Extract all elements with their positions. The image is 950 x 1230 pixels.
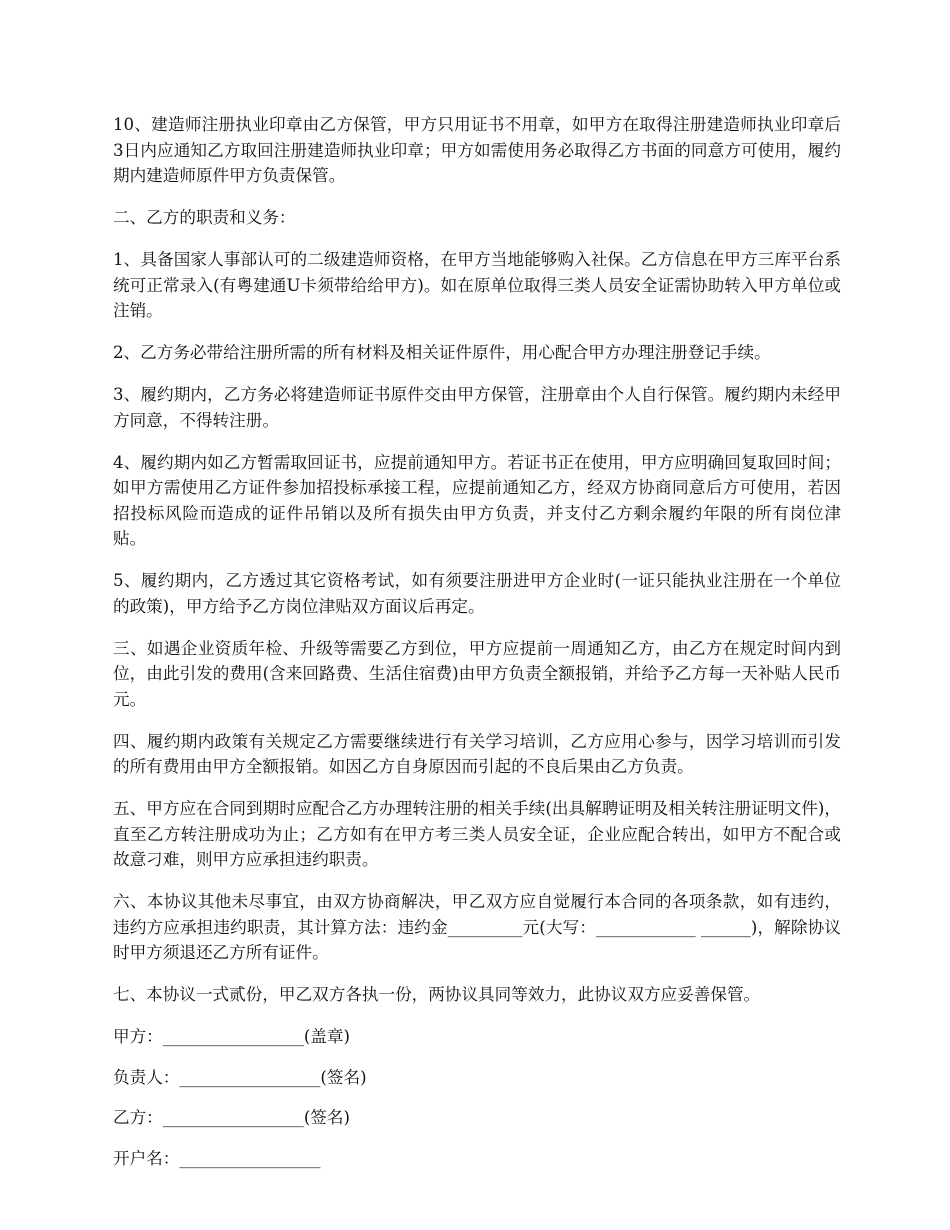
- signature-account-name: [113, 1146, 841, 1172]
- signature-label: 甲方：: [113, 1027, 163, 1046]
- signature-note: (签名): [303, 1108, 350, 1127]
- clause-10: 10、建造师注册执业印章由乙方保管，甲方只用证书不用章，如甲方在取得注册建造师执业印章后3日内应通知乙方取回注册建造师执业印章；甲方如需使用务必取得乙方书面的同意方可使用，履约期内建造师原件甲方负责保管。: [113, 115, 841, 185]
- signature-label: 乙方：: [113, 1108, 163, 1127]
- section-four: 四、履约期内政策有关规定乙方需要继续进行有关学习培训，乙方应用心参与，因学习培训而引发的所有费用由甲方全额报销。如因乙方自身原因而引起的不良后果由乙方负责。: [113, 731, 841, 776]
- document-body: [113, 112, 841, 1186]
- clause-b-4: 4、履约期内如乙方暂需取回证书，应提前通知甲方。若证书正在使用，甲方应明确回复取回时间；如甲方需使用乙方证件参加招投标承接工程，应提前通知乙方，经双方协商同意后方可使用，若因招投标风险而造成的证件吊销以及所有损失由甲方负责，并支付乙方剩余履约年限的所有岗位津贴。: [113, 452, 841, 548]
- signature-blank[interactable]: _________________: [179, 1148, 321, 1168]
- signature-responsible-person: [113, 1065, 841, 1091]
- clause-b-3: 3、履约期内，乙方务必将建造师证书原件交由甲方保管，注册章由个人自行保管。履约期内未经甲方同意，不得转注册。: [113, 385, 841, 430]
- signature-label: 负责人：: [113, 1067, 180, 1087]
- signature-blank[interactable]: _________________: [162, 1027, 304, 1046]
- signature-note: (盖章): [303, 1027, 350, 1046]
- clause-b-2: 2、乙方务必带给注册所需的所有材料及相关证件原件，用心配合甲方办理注册登记手续。: [113, 343, 771, 362]
- section-three: 三、如遇企业资质年检、升级等需要乙方到位，甲方应提前一周通知乙方，由乙方在规定时间内到位，由此引发的费用(含来回路费、生活住宿费)由甲方负责全额报销，并给予乙方每一天补贴人民币元。: [113, 638, 841, 709]
- signature-blank[interactable]: _________________: [162, 1108, 304, 1127]
- section-six: 六、本协议其他未尽事宜，由双方协商解决，甲乙双方应自觉履行本合同的各项条款，如有违约，违约方应承担违约职责，其计算方法：违约金_________元(大写：____________ ______)，解除协议时甲方须退还乙方所有证件。: [113, 892, 841, 962]
- section-heading-party-b-duties: 二、乙方的职责和义务：: [113, 208, 296, 227]
- clause-b-1: 1、具备国家人事部认可的二级建造师资格，在甲方当地能够购入社保。乙方信息在甲方三库平台系统可正常录入(有粤建通U卡须带给给甲方)。如在原单位取得三类人员安全证需协助转入甲方单位或注销。: [113, 250, 841, 320]
- signature-blank[interactable]: _________________: [179, 1067, 321, 1087]
- signature-label: 开户名：: [113, 1148, 180, 1168]
- clause-b-5: 5、履约期内，乙方透过其它资格考试，如有须要注册进甲方企业时(一证只能执业注册在一个单位的政策)，甲方给予乙方岗位津贴双方面议后再定。: [113, 571, 841, 616]
- signature-party-b: [113, 1105, 841, 1131]
- signature-note: (签名): [320, 1067, 367, 1087]
- section-seven: 七、本协议一式贰份，甲乙双方各执一份，两协议具同等效力，此协议双方应妥善保管。: [113, 985, 761, 1004]
- signature-party-a: [113, 1024, 841, 1050]
- section-five: 五、甲方应在合同到期时应配合乙方办理转注册的相关手续(出具解聘证明及相关转注册证明文件)，直至乙方转注册成功为止；乙方如有在甲方考三类人员安全证，企业应配合转出，如甲方不配合或故意刁难，则甲方应承担违约职责。: [113, 799, 841, 869]
